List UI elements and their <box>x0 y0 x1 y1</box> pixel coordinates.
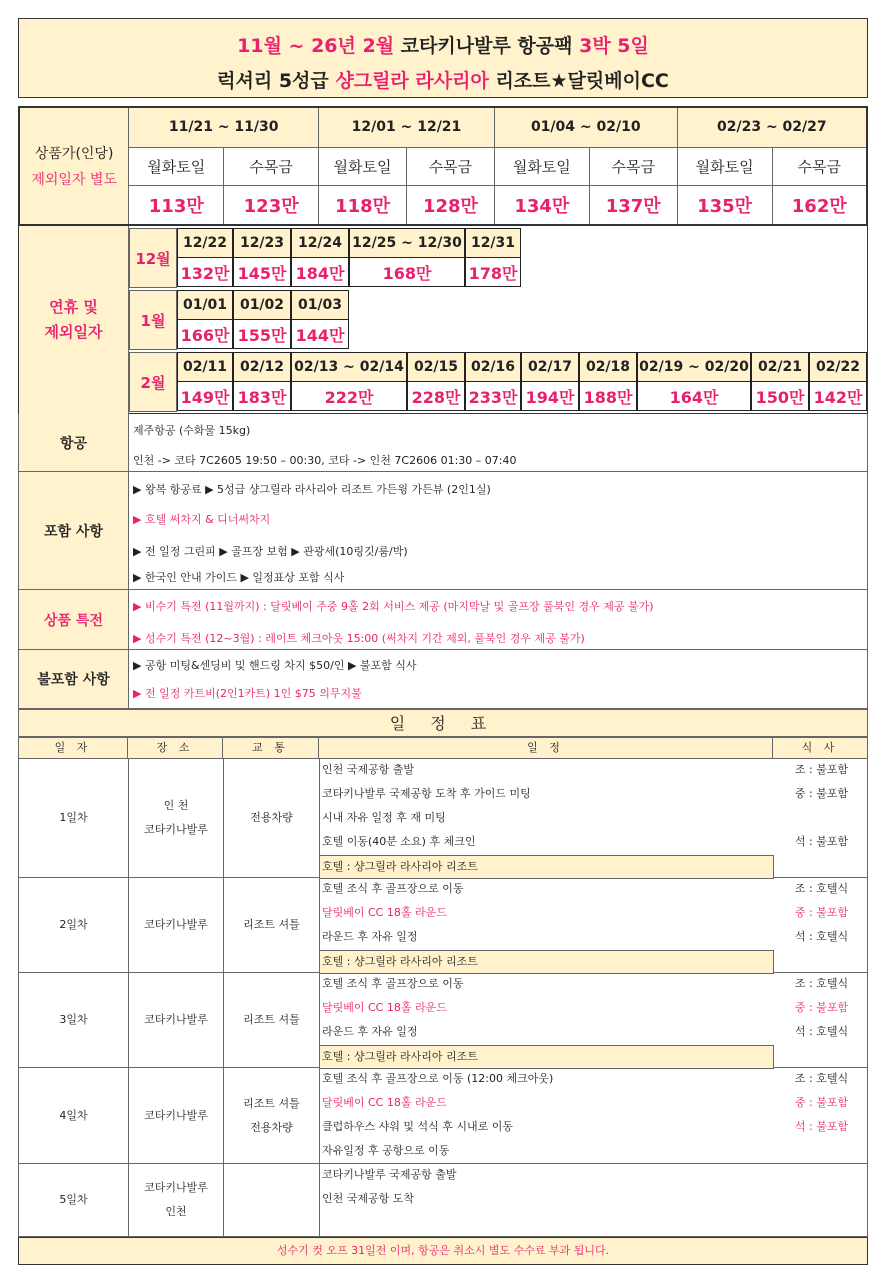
schedule-transport <box>224 878 320 972</box>
plan-hotel: 호텔 : 샹그릴라 라사리아 리조트 <box>320 950 774 974</box>
place-label: 인 천 <box>163 799 189 812</box>
day-type: 월화토일 <box>494 147 589 185</box>
footer-note: 성수기 컷 오프 31일전 이며, 항공은 취소시 별도 수수료 부과 됩니다. <box>18 1237 868 1265</box>
plan-hotel: 호텔 : 샹그릴라 라사리아 리조트 <box>320 1045 774 1069</box>
price-value: 118만 <box>319 185 407 225</box>
schedule-day <box>19 1164 129 1236</box>
day-type: 수목금 <box>406 147 494 185</box>
transport-label: 리조트 셔틀 <box>243 1096 300 1110</box>
holiday-price: 233만 <box>465 381 521 411</box>
holiday-price: 142만 <box>809 381 867 411</box>
plan-line: 코타키나발루 국제공항 출발 <box>322 1168 457 1181</box>
holiday-label <box>19 226 129 414</box>
transport-label: 리조트 셔틀 <box>243 1013 300 1026</box>
place-label: 코타키나발루 <box>144 1181 208 1194</box>
meal-line: 석 : 불포함 <box>794 835 849 848</box>
schedule-plan <box>320 1164 774 1212</box>
plan-line: 클럽하우스 샤워 및 석식 후 시내로 이동 <box>322 1120 513 1133</box>
special-line: ▶ 성수기 특전 (12~3월) : 레이트 체크아웃 15:00 (써차지 기간 제외, 풀북인 경우 제공 불가) <box>133 632 585 645</box>
plan-line: 인천 국제공항 출발 <box>322 763 415 776</box>
holiday-date: 02/16 <box>465 352 521 382</box>
special-line: ▶ 비수기 특전 (11월까지) : 달릿베이 주중 9홀 2회 서비스 제공 (마지막날 및 골프장 풀북인 경우 제공 불가) <box>133 600 654 613</box>
plan-line: 호텔 조식 후 골프장으로 이동 (12:00 체크아웃) <box>322 1072 554 1085</box>
holiday-price: 145만 <box>233 257 291 287</box>
header-place: 장 소 <box>127 737 223 759</box>
holiday-label-2: 제외일자 <box>44 323 103 341</box>
schedule-row <box>18 1068 868 1164</box>
schedule-plan <box>320 1068 774 1164</box>
price-label <box>19 107 129 225</box>
schedule-transport <box>224 759 320 877</box>
price-value: 134만 <box>494 185 589 225</box>
holiday-price: 166만 <box>177 319 233 349</box>
price-table <box>18 106 868 226</box>
schedule-place <box>129 1068 224 1163</box>
meal-line: 중 : 불포함 <box>794 906 849 919</box>
plan-line: 인천 국제공항 도착 <box>322 1192 415 1205</box>
range-4: 02/23 ~ 02/27 <box>677 107 867 147</box>
schedule-row <box>18 759 868 878</box>
price-value: 123만 <box>224 185 319 225</box>
day-type: 월화토일 <box>129 147 224 185</box>
schedule-meal <box>774 878 869 950</box>
air-section <box>18 414 868 472</box>
range-1: 11/21 ~ 11/30 <box>129 107 319 147</box>
plan-line: 자유일정 후 공항으로 이동 <box>322 1144 450 1157</box>
air-label: 항공 <box>19 414 129 471</box>
special-label: 상품 특전 <box>19 590 129 649</box>
meal-line: 석 : 호텔식 <box>794 1025 849 1038</box>
exclude-line: ▶ 공항 미팅&센딩비 및 핸드링 차지 $50/인 ▶ 불포함 식사 <box>133 659 417 672</box>
holiday-price: 184만 <box>291 257 349 287</box>
price-value: 162만 <box>772 185 867 225</box>
day-type: 월화토일 <box>319 147 407 185</box>
price-value: 113만 <box>129 185 224 225</box>
place-label: 코타키나발루 <box>144 1108 208 1122</box>
holiday-date: 12/22 <box>177 228 233 258</box>
schedule-plan <box>320 973 774 1069</box>
place-label: 인천 <box>165 1205 187 1218</box>
holiday-date: 01/01 <box>177 290 233 320</box>
holiday-price: 188만 <box>579 381 637 411</box>
exclude-label: 불포함 사항 <box>19 650 129 708</box>
day-type: 월화토일 <box>677 147 772 185</box>
meal-line: 조 : 호텔식 <box>794 882 849 895</box>
meal-line <box>774 807 869 831</box>
schedule-row <box>18 878 868 973</box>
transport-label: 전용차량 <box>250 811 293 824</box>
meal-line: 중 : 불포함 <box>794 787 849 800</box>
day-label: 1일차 <box>59 811 88 824</box>
schedule-transport <box>224 1068 320 1163</box>
price-value: 135만 <box>677 185 772 225</box>
title-product: 코타키나발루 항공팩 <box>394 35 580 57</box>
schedule-meal <box>774 759 869 855</box>
month-dec: 12월 <box>129 228 177 288</box>
include-line: ▶ 한국인 안내 가이드 ▶ 일정표상 포함 식사 <box>133 571 345 584</box>
schedule-day <box>19 759 129 877</box>
meal-line: 중 : 불포함 <box>794 1096 849 1109</box>
header-day: 일 자 <box>18 737 128 759</box>
holiday-date: 02/22 <box>809 352 867 382</box>
holiday-date: 12/25 ~ 12/30 <box>349 228 465 258</box>
holiday-price: 222만 <box>291 381 407 411</box>
schedule-meal <box>774 973 869 1045</box>
place-label: 코타키나발루 <box>144 823 208 836</box>
plan-line: 코타키나발루 국제공항 도착 후 가이드 미팅 <box>322 787 531 800</box>
plan-line: 달릿베이 CC 18홀 라운드 <box>322 906 447 919</box>
day-label: 2일차 <box>59 918 88 931</box>
plan-line: 라운드 후 자유 일정 <box>322 1025 418 1038</box>
schedule-plan <box>320 759 774 879</box>
page-title <box>18 18 868 98</box>
price-value: 137만 <box>589 185 677 225</box>
holiday-price: 228만 <box>407 381 465 411</box>
holiday-date: 02/12 <box>233 352 291 382</box>
schedule-place <box>129 973 224 1067</box>
plan-line: 라운드 후 자유 일정 <box>322 930 418 943</box>
meal-line: 조 : 호텔식 <box>794 1072 849 1085</box>
plan-line: 시내 자유 일정 후 재 미팅 <box>322 811 446 824</box>
meal-line: 석 : 불포함 <box>794 1120 849 1133</box>
holiday-price: 144만 <box>291 319 349 349</box>
holiday-date: 01/02 <box>233 290 291 320</box>
holiday-date: 02/18 <box>579 352 637 382</box>
holiday-date: 02/13 ~ 02/14 <box>291 352 407 382</box>
schedule-meal <box>774 1068 869 1140</box>
holiday-price: 132만 <box>177 257 233 287</box>
holiday-label-1: 연휴 및 <box>49 298 98 316</box>
schedule-plan <box>320 878 774 974</box>
schedule-transport <box>224 1164 320 1236</box>
schedule-row <box>18 973 868 1068</box>
exclude-section <box>18 650 868 709</box>
holiday-price: 150만 <box>751 381 809 411</box>
schedule-transport <box>224 973 320 1067</box>
header-transport: 교 통 <box>222 737 319 759</box>
title-duration: 3박 5일 <box>579 35 649 57</box>
holiday-price: 155만 <box>233 319 291 349</box>
title-period: 11월 ~ 26년 2월 <box>237 35 395 57</box>
transport-label: 전용차량 <box>250 1120 293 1134</box>
plan-line: 호텔 조식 후 골프장으로 이동 <box>322 882 464 895</box>
holiday-date: 01/03 <box>291 290 349 320</box>
holiday-price: 164만 <box>637 381 751 411</box>
schedule-day <box>19 1068 129 1163</box>
month-jan: 1월 <box>129 290 177 350</box>
include-line: ▶ 호텔 써차지 & 디너써차지 <box>133 513 271 526</box>
schedule-title: 일 정 표 <box>18 709 868 737</box>
meal-line: 조 : 불포함 <box>794 763 849 776</box>
price-label-1: 상품가(인당) <box>34 146 114 162</box>
schedule-row <box>18 1164 868 1237</box>
holiday-date: 02/17 <box>521 352 579 382</box>
place-label: 코타키나발루 <box>144 918 208 931</box>
day-label: 4일차 <box>59 1108 88 1122</box>
price-value: 128만 <box>406 185 494 225</box>
plan-hotel: 호텔 : 샹그릴라 라사리아 리조트 <box>320 855 774 879</box>
holiday-price: 178만 <box>465 257 521 287</box>
holiday-date: 12/31 <box>465 228 521 258</box>
price-label-2: 제외일자 별도 <box>31 172 117 188</box>
include-label: 포함 사항 <box>19 472 129 589</box>
include-line: ▶ 왕복 항공료 ▶ 5성급 샹그릴라 라사리아 리조트 가든윙 가든뷰 (2인1실) <box>133 483 491 496</box>
holiday-price: 183만 <box>233 381 291 411</box>
schedule-day <box>19 973 129 1067</box>
exclude-line: ▶ 전 일정 카트비(2인1카트) 1인 $75 의무지불 <box>133 687 362 700</box>
meal-line: 석 : 호텔식 <box>794 930 849 943</box>
holiday-date: 12/23 <box>233 228 291 258</box>
day-type: 수목금 <box>772 147 867 185</box>
header-plan: 일 정 <box>318 737 773 759</box>
schedule-place <box>129 759 224 877</box>
plan-line: 호텔 이동(40분 소요) 후 체크인 <box>322 835 476 848</box>
include-section <box>18 472 868 590</box>
range-3: 01/04 ~ 02/10 <box>494 107 677 147</box>
range-2: 12/01 ~ 12/21 <box>319 107 495 147</box>
holiday-price: 149만 <box>177 381 233 411</box>
place-label: 코타키나발루 <box>144 1013 208 1026</box>
air-line: 제주항공 (수화물 15kg) <box>133 424 251 437</box>
meal-line: 중 : 불포함 <box>794 1001 849 1014</box>
holiday-price: 194만 <box>521 381 579 411</box>
plan-line: 달릿베이 CC 18홀 라운드 <box>322 1001 447 1014</box>
special-section <box>18 590 868 650</box>
title-grade: 럭셔리 5성급 <box>217 70 336 92</box>
month-feb: 2월 <box>129 352 177 412</box>
plan-line: 호텔 조식 후 골프장으로 이동 <box>322 977 464 990</box>
day-type: 수목금 <box>589 147 677 185</box>
day-type: 수목금 <box>224 147 319 185</box>
holiday-price: 168만 <box>349 257 465 287</box>
include-line: ▶ 전 일정 그린피 ▶ 골프장 보험 ▶ 관광세(10링깃/룸/박) <box>133 545 408 558</box>
air-line: 인천 -> 코타 7C2605 19:50 – 00:30, 코타 -> 인천 7C2606 01:30 – 07:40 <box>133 454 517 467</box>
holiday-date: 12/24 <box>291 228 349 258</box>
day-label: 5일차 <box>59 1193 88 1206</box>
holiday-date: 02/19 ~ 02/20 <box>637 352 751 382</box>
holiday-date: 02/21 <box>751 352 809 382</box>
title-course: 리조트★달릿베이CC <box>488 70 669 92</box>
holiday-section <box>18 226 868 414</box>
holiday-date: 02/15 <box>407 352 465 382</box>
header-meal: 식 사 <box>772 737 868 759</box>
title-hotel: 샹그릴라 라사리아 <box>335 70 489 92</box>
schedule-day <box>19 878 129 972</box>
schedule-place <box>129 1164 224 1236</box>
holiday-date: 02/11 <box>177 352 233 382</box>
day-label: 3일차 <box>59 1013 88 1026</box>
schedule-place <box>129 878 224 972</box>
transport-label: 리조트 셔틀 <box>243 918 300 931</box>
plan-line: 달릿베이 CC 18홀 라운드 <box>322 1096 447 1109</box>
meal-line: 조 : 호텔식 <box>794 977 849 990</box>
